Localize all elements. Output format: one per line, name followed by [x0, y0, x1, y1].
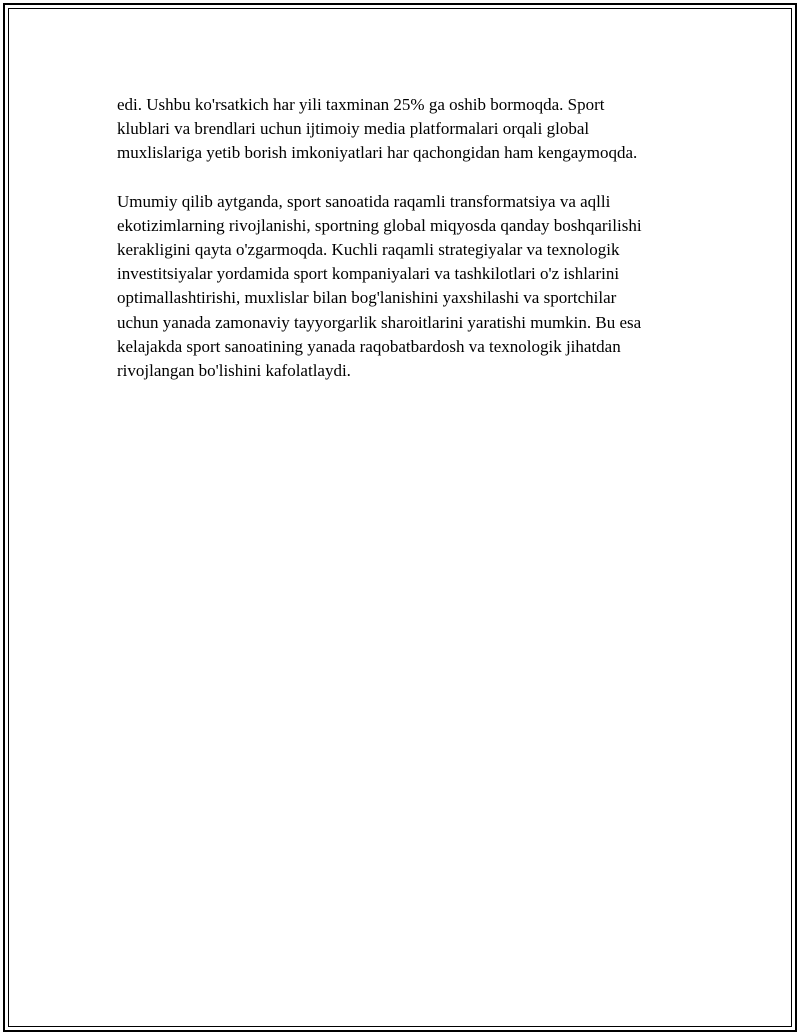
text-line: kelajakda sport sanoatining yanada raqobatbardosh va texnologik jihatdan — [117, 336, 621, 356]
paragraph-1 — [117, 93, 697, 166]
text-line: uchun yanada zamonaviy tayyorgarlik sharoitlarini yaratishi mumkin. Bu esa — [117, 312, 642, 332]
text-line: investitsiyalar yordamida sport kompaniyalari va tashkilotlari o'z ishlarini — [117, 264, 620, 284]
paragraph-2 — [117, 190, 697, 384]
text-line: rivojlangan bo'lishini kafolatlaydi. — [117, 361, 351, 381]
text-line: optimallashtirishi, muxlislar bilan bog'lanishini yaxshilashi va sportchilar — [117, 288, 617, 308]
text-line: ekotizimlarning rivojlanishi, sportning global miqyosda qanday boshqarilishi — [117, 215, 642, 235]
document-body — [117, 93, 697, 407]
text-line: kerakligini qayta o'zgarmoqda. Kuchli raqamli strategiyalar va texnologik — [117, 240, 620, 260]
text-line: muxlislariga yetib borish imkoniyatlari har qachongidan ham kengaymoqda. — [117, 143, 638, 163]
text-line: Umumiy qilib aytganda, sport sanoatida raqamli transformatsiya va aqlli — [117, 191, 611, 211]
text-line: edi. Ushbu ko'rsatkich har yili taxminan 25% ga oshib bormoqda. Sport — [117, 95, 605, 114]
text-line: klublari va brendlari uchun ijtimoiy media platformalari orqali global — [117, 119, 590, 139]
